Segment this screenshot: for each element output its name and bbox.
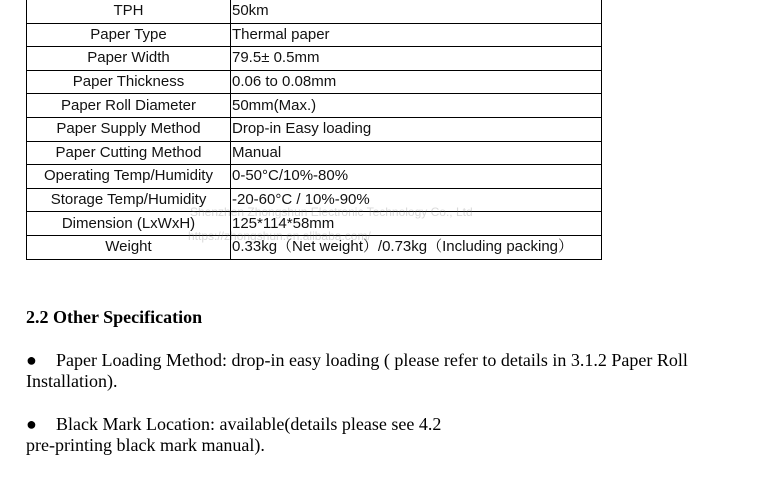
spec-value: 0.33kg（Net weight）/0.73kg（Including packing） xyxy=(231,235,602,259)
bullet-icon: ● xyxy=(26,350,37,370)
spec-value: Thermal paper xyxy=(231,23,602,47)
table-row xyxy=(27,0,602,23)
list-item-text-continued: pre-printing black mark manual). xyxy=(26,435,265,455)
spec-value: Manual xyxy=(231,141,602,165)
spec-name: Paper Roll Diameter xyxy=(27,94,231,118)
spec-name: Paper Supply Method xyxy=(27,117,231,141)
table-row xyxy=(27,70,602,94)
spec-value: Drop-in Easy loading xyxy=(231,117,602,141)
spec-name: Weight xyxy=(27,235,231,259)
spec-name: Paper Type xyxy=(27,23,231,47)
spec-name: Dimension (LxWxH) xyxy=(27,212,231,236)
table-row xyxy=(27,23,602,47)
list-item-text: Paper Loading Method: drop-in easy loading ( please refer to details in 3.1.2 Paper Roll xyxy=(56,350,688,370)
spec-value: 50km xyxy=(231,0,602,23)
spec-name: Operating Temp/Humidity xyxy=(27,165,231,189)
spec-value: 125*114*58mm xyxy=(231,212,602,236)
list-item-text: Black Mark Location: available(details please see 4.2 xyxy=(56,414,442,434)
spec-value: -20-60°C / 10%-90% xyxy=(231,188,602,212)
list-item xyxy=(26,350,746,392)
spec-name: Storage Temp/Humidity xyxy=(27,188,231,212)
table-row xyxy=(27,212,602,236)
spec-name: Paper Cutting Method xyxy=(27,141,231,165)
spec-name: TPH xyxy=(27,0,231,23)
table-row xyxy=(27,165,602,189)
section-heading: 2.2 Other Specification xyxy=(26,307,203,327)
list-item-text-continued: Installation). xyxy=(26,371,118,391)
table-row xyxy=(27,235,602,259)
table-row xyxy=(27,188,602,212)
bullet-icon: ● xyxy=(26,414,37,434)
spec-value: 0-50°C/10%-80% xyxy=(231,165,602,189)
spec-name: Paper Width xyxy=(27,47,231,71)
spec-value: 0.06 to 0.08mm xyxy=(231,70,602,94)
specification-table xyxy=(26,0,602,260)
spec-value: 79.5± 0.5mm xyxy=(231,47,602,71)
watermark-company: Shenzhen Zhongshun Electronic Technology Co., Ltd xyxy=(190,205,473,219)
spec-value: 50mm(Max.) xyxy=(231,94,602,118)
table-row xyxy=(27,47,602,71)
table-row xyxy=(27,94,602,118)
table-row xyxy=(27,117,602,141)
watermark-url: https://zhongshun.en.alibaba.com/ xyxy=(188,229,371,243)
list-item xyxy=(26,414,746,456)
table-row xyxy=(27,141,602,165)
spec-name: Paper Thickness xyxy=(27,70,231,94)
